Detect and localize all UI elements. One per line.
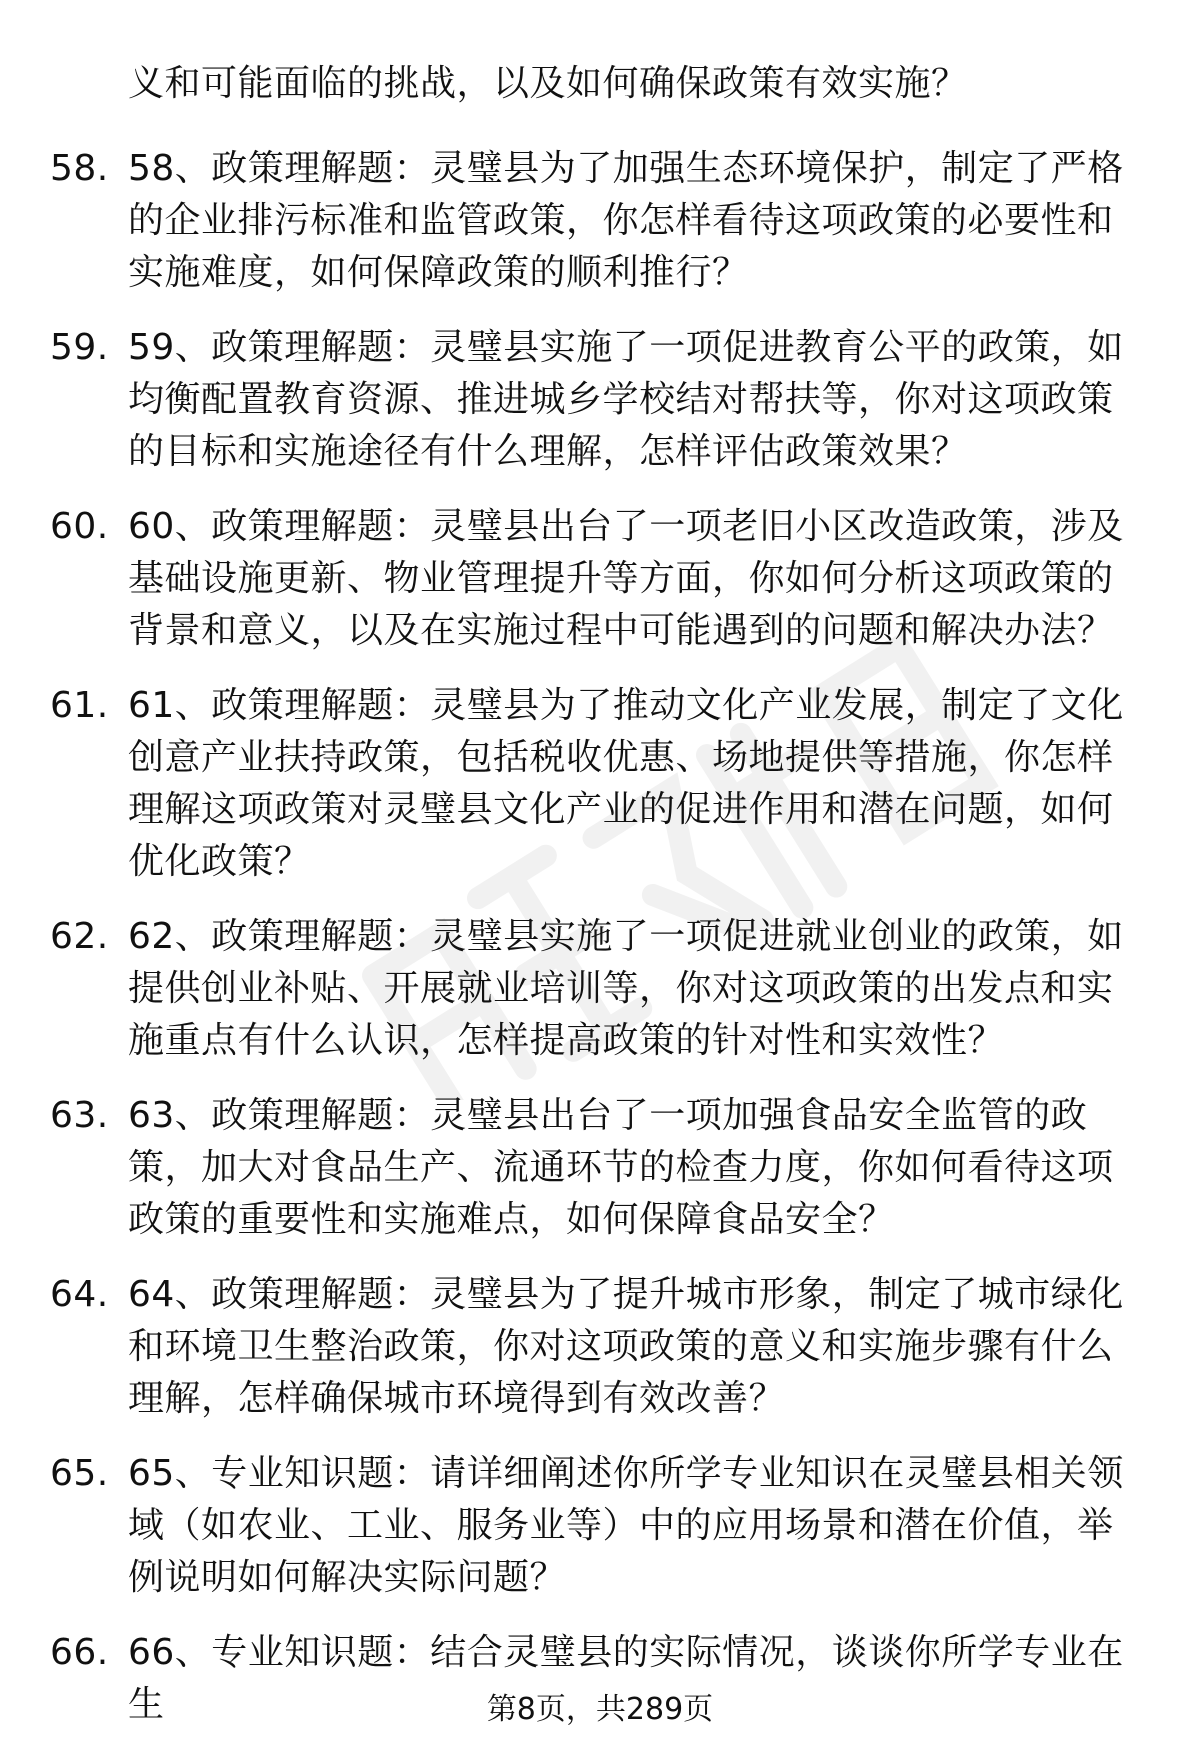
question-item-65	[0, 1448, 1200, 1604]
question-text: 61、政策理解题：灵璧县为了推动文化产业发展，制定了文化创意产业扶持政策，包括税收优惠、场地提供等措施，你怎样理解这项政策对灵璧县文化产业的促进作用和潜在问题，如何优化政策？	[128, 685, 1124, 882]
question-text: 65、专业知识题：请详细阐述你所学专业知识在灵璧县相关领域（如农业、工业、服务业等）中的应用场景和潜在价值，举例说明如何解决实际问题？	[128, 1453, 1124, 1598]
question-number: 62.	[50, 916, 109, 957]
question-number: 60.	[50, 506, 109, 547]
question-item-64	[0, 1269, 1200, 1425]
page-footer: 第8页，共289页	[486, 1692, 714, 1727]
question-text: 60、政策理解题：灵璧县出台了一项老旧小区改造政策，涉及基础设施更新、物业管理提升等方面，你如何分析这项政策的背景和意义，以及在实施过程中可能遇到的问题和解决办法？	[128, 506, 1124, 651]
question-item-61	[0, 680, 1200, 888]
question-number: 66.	[50, 1632, 109, 1673]
question-item-60	[0, 501, 1200, 657]
question-list	[0, 143, 1200, 1754]
continuation-text: 义和可能面临的挑战，以及如何确保政策有效实施？	[128, 63, 968, 104]
question-item-63	[0, 1090, 1200, 1246]
question-number: 65.	[50, 1453, 109, 1494]
question-number: 64.	[50, 1274, 109, 1315]
question-text: 62、政策理解题：灵璧县实施了一项促进就业创业的政策，如提供创业补贴、开展就业培训等，你对这项政策的出发点和实施重点有什么认识，怎样提高政策的针对性和实效性？	[128, 916, 1124, 1061]
question-number: 61.	[50, 685, 109, 726]
question-number: 59.	[50, 327, 109, 368]
question-number: 63.	[50, 1095, 109, 1136]
question-text: 63、政策理解题：灵璧县出台了一项加强食品安全监管的政策，加大对食品生产、流通环节的检查力度，你如何看待这项政策的重要性和实施难点，如何保障食品安全？	[128, 1095, 1114, 1240]
question-number: 58.	[50, 148, 109, 189]
question-text: 64、政策理解题：灵璧县为了提升城市形象，制定了城市绿化和环境卫生整治政策，你对这项政策的意义和实施步骤有什么理解，怎样确保城市环境得到有效改善？	[128, 1274, 1124, 1419]
question-item-58	[0, 143, 1200, 299]
question-item-62	[0, 911, 1200, 1067]
question-text: 59、政策理解题：灵璧县实施了一项促进教育公平的政策，如均衡配置教育资源、推进城乡学校结对帮扶等，你对这项政策的目标和实施途径有什么理解，怎样评估政策效果？	[128, 327, 1124, 472]
question-text: 58、政策理解题：灵璧县为了加强生态环境保护，制定了严格的企业排污标准和监管政策，你怎样看待这项政策的必要性和实施难度，如何保障政策的顺利推行？	[128, 148, 1124, 293]
question-text: 66、专业知识题：结合灵璧县的实际情况，谈谈你所学专业在生	[128, 1632, 1124, 1725]
question-item-59	[0, 322, 1200, 478]
